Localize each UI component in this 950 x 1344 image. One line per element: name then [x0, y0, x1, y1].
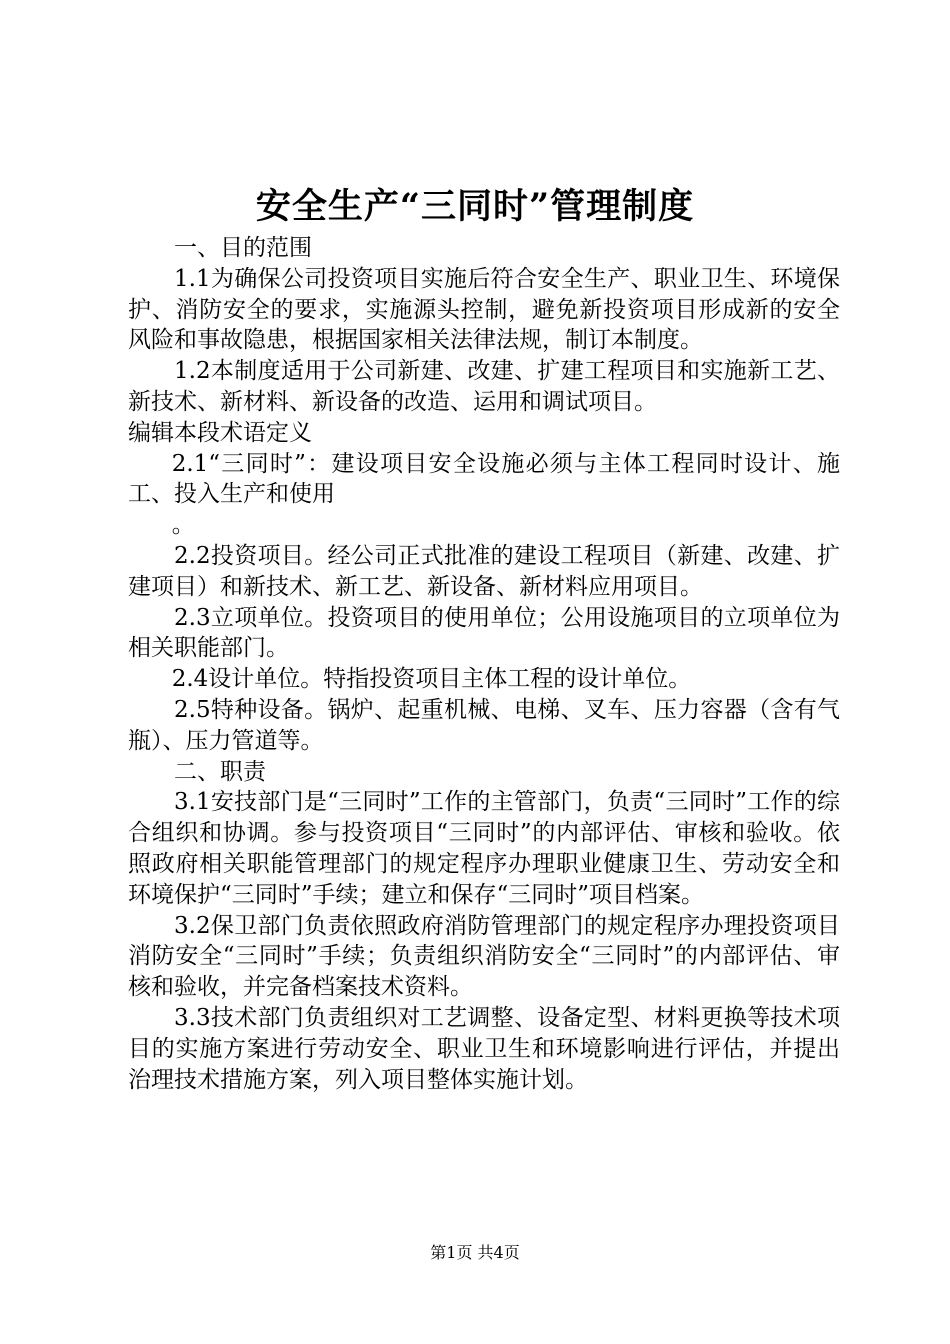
paragraph-edit-section: 编辑本段术语定义: [128, 419, 312, 446]
paragraph-2-4: 2.4设计单位。特指投资项目主体工程的设计单位。: [171, 666, 692, 693]
section-heading-purpose: 一、目的范围: [174, 235, 312, 261]
paragraph-3-1: 3.1安技部门是“三同时”工作的主管部门，负责“三同时”工作的综合组织和协调。参与投资项目“三同时”的内部评估、审核和验收。依照政府相关职能管理部门的规定程序办理职业健康卫生、劳动安全和环境保护“三同时”手续；建立和保存“三同时”项目档案。: [128, 789, 840, 908]
paragraph-1-2: 1.2本制度适用于公司新建、改建、扩建工程项目和实施新工艺、新技术、新材料、新设备的改造、运用和调试项目。: [128, 358, 840, 415]
paragraph-2-5: 2.5特种设备。锅炉、起重机械、电梯、叉车、压力容器（含有气瓶）、压力管道等。: [128, 696, 840, 754]
document-title: 安全生产“三同时”管理制度: [255, 186, 695, 227]
paragraph-period: 。: [171, 512, 195, 539]
paragraph-1-1: 1.1为确保公司投资项目实施后符合安全生产、职业卫生、环境保护、消防安全的要求，实施源头控制，避免新投资项目形成新的安全风险和事故隐患，根据国家相关法律法规，制订本制度。: [128, 265, 840, 354]
page-footer: 第1页 共4页: [430, 1243, 520, 1262]
paragraph-2-3: 2.3立项单位。投资项目的使用单位；公用设施项目的立项单位为相关职能部门。: [128, 604, 840, 662]
paragraph-3-3: 3.3技术部门负责组织对工艺调整、设备定型、材料更换等技术项目的实施方案进行劳动安全、职业卫生和环境影响进行评估，并提出治理技术措施方案，列入项目整体实施计划。: [128, 1004, 840, 1093]
document-body: [128, 233, 840, 1095]
paragraph-2-1: 2.1“三同时”：建设项目安全设施必须与主体工程同时设计、施工、投入生产和使用: [128, 450, 840, 508]
section-heading-duties: 二、职责: [174, 758, 266, 785]
paragraph-2-2: 2.2投资项目。经公司正式批准的建设工程项目（新建、改建、扩建项目）和新技术、新工艺、新设备、新材料应用项目。: [128, 542, 840, 600]
paragraph-3-2: 3.2保卫部门负责依照政府消防管理部门的规定程序办理投资项目消防安全“三同时”手续；负责组织消防安全“三同时”的内部评估、审核和验收，并完备档案技术资料。: [128, 912, 840, 1001]
